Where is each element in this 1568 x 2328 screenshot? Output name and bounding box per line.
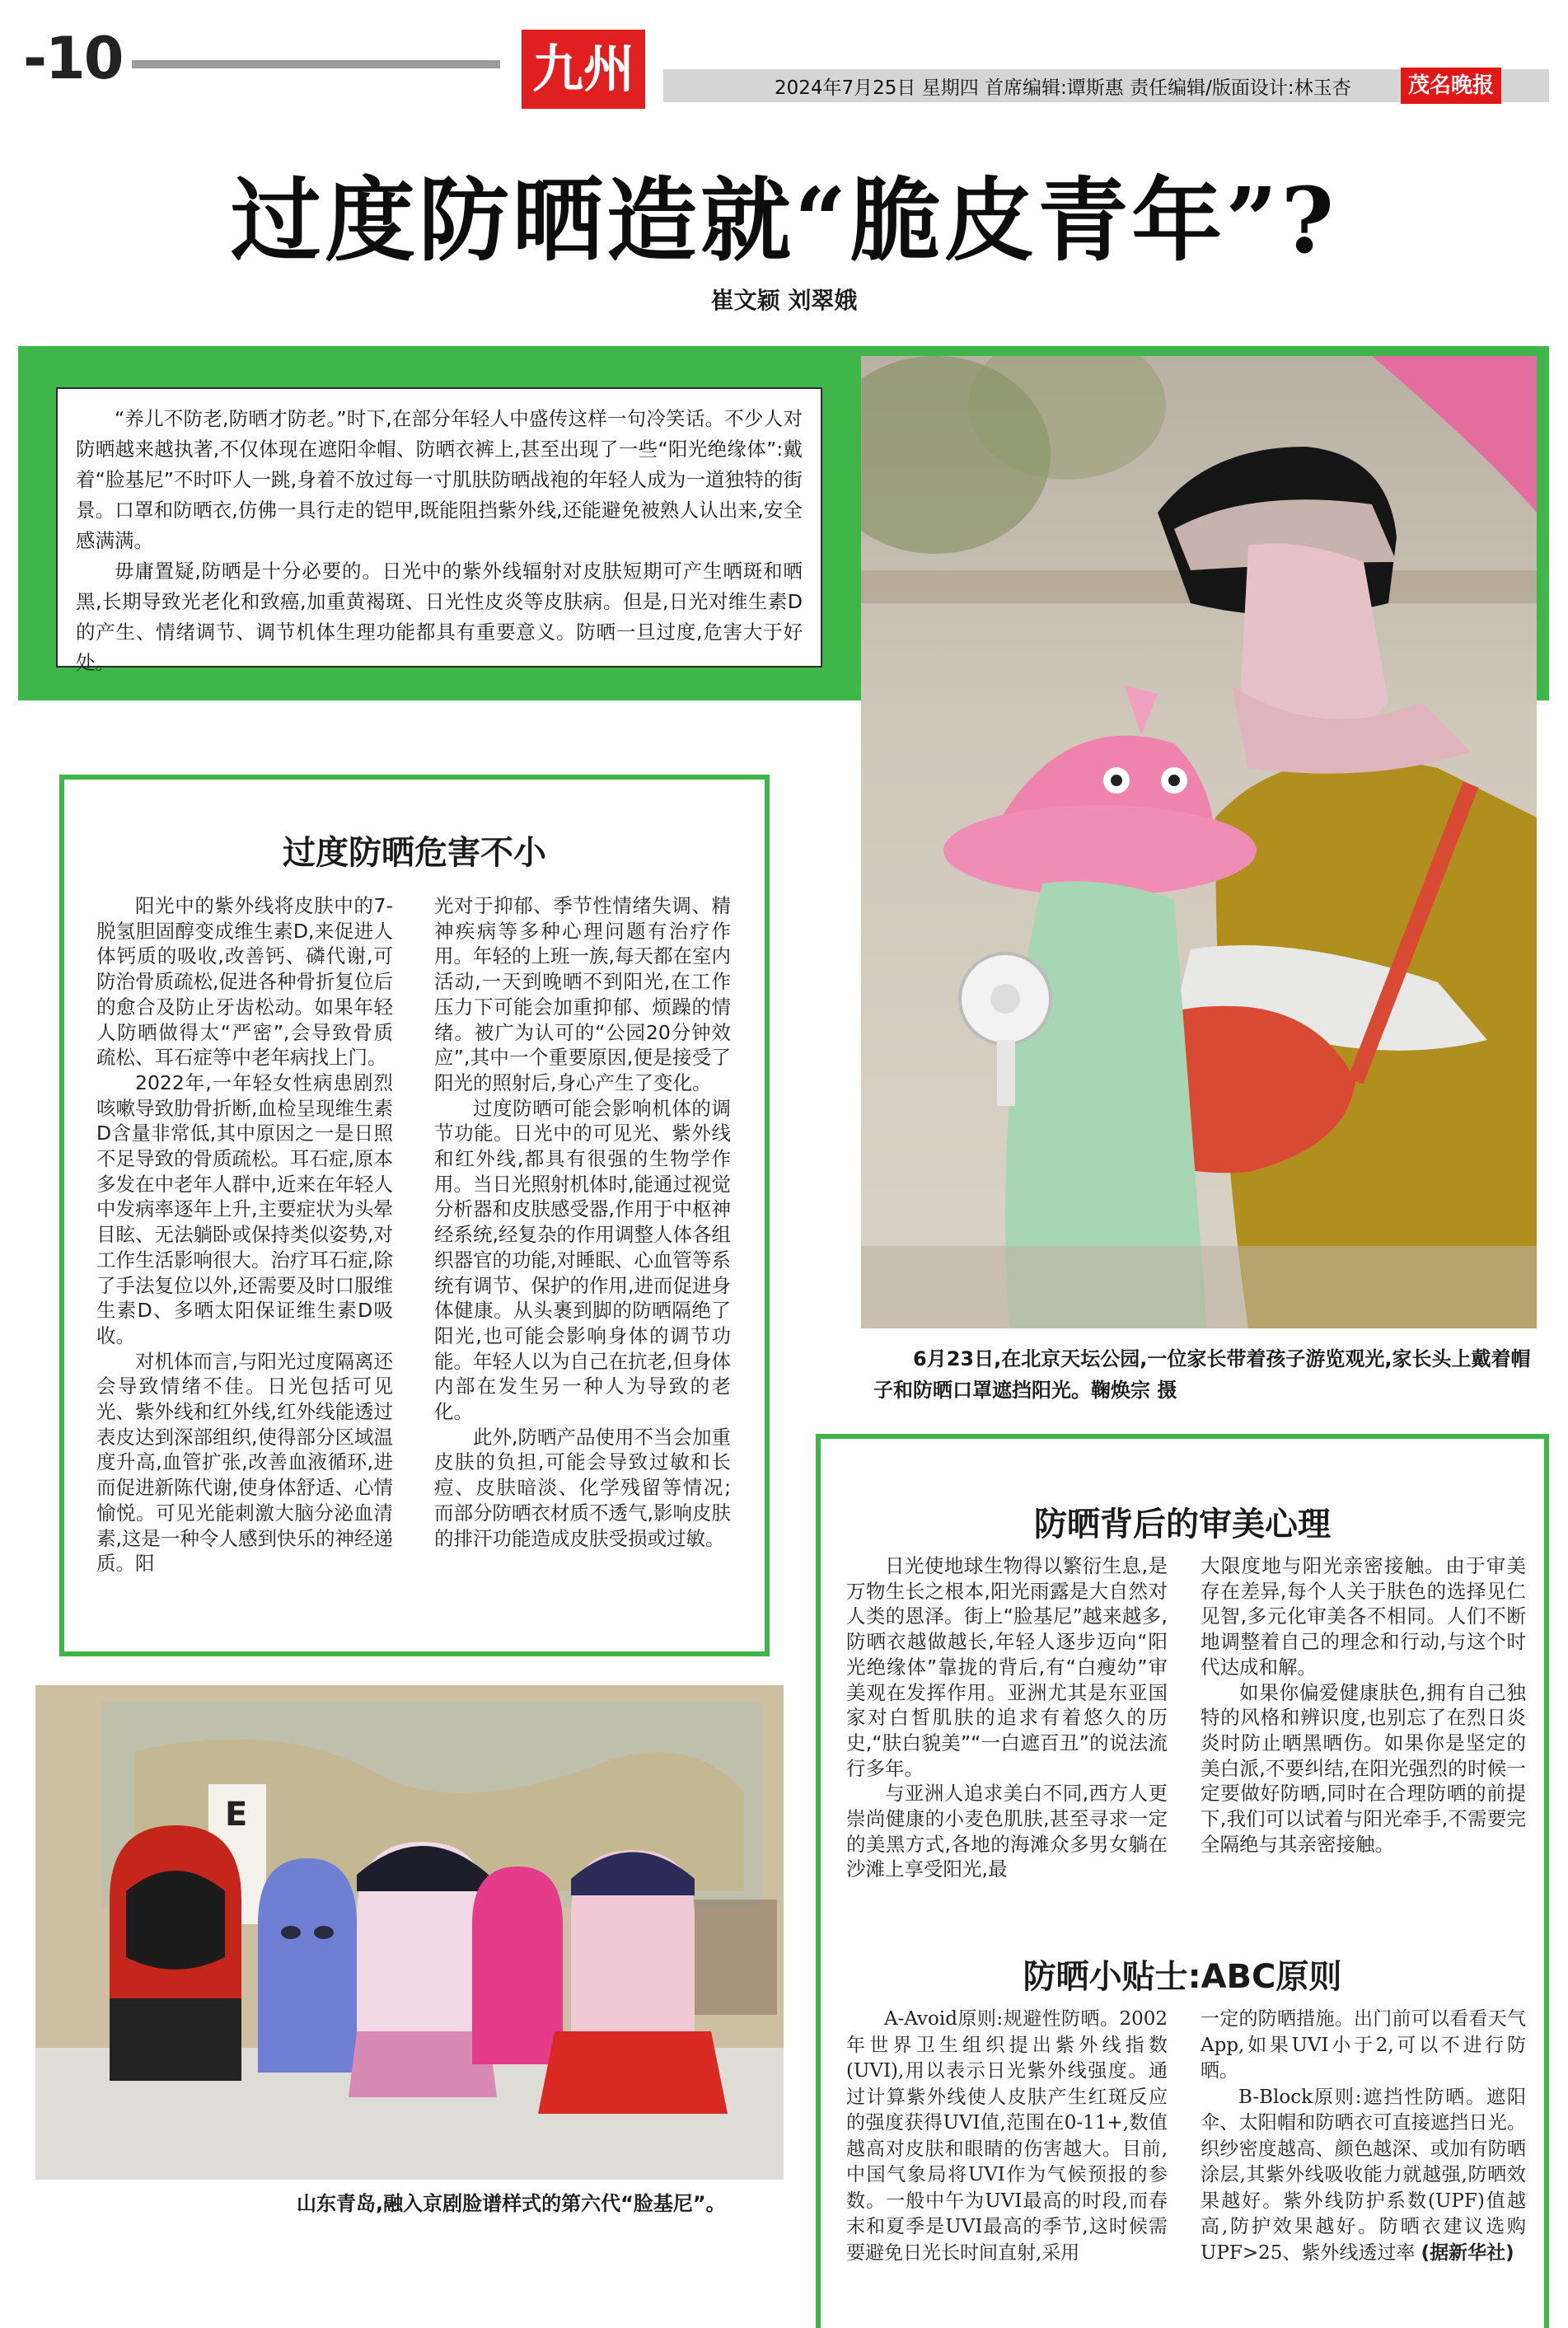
tips-paragraph — [1201, 2085, 1526, 2267]
article-paragraph: 2022年,一年轻女性病患剧烈咳嗽导致肋骨折断,血检呈现维生素D含量非常低,其中原因之一是日照不足导致的骨质疏松。耳石症,原本多发在中老年人群中,近来在年轻人中发病率逐年上升,主要症状为头晕目眩、无法躺卧或保持类似姿势,对工作生活影响很大。治疗耳石症,除了手法复位以外,还需要及时口服维生素D、多晒太阳保证维生素D吸收。 — [96, 1070, 393, 1347]
article-paragraph: 与亚洲人追求美白不同,西方人更崇尚健康的小麦色肌肤,甚至寻求一定的美黑方式,各地的海滩众多男女躺在沙滩上享受阳光,最 — [846, 1782, 1168, 1881]
byline: 崔文颖 刘翠娥 — [710, 287, 858, 314]
tips-paragraph: A-Avoid原则:规避性防晒。2002年世界卫生组织提出紫外线指数(UVI),用以表示日光紫外线强度。通过计算紫外线使人皮肤产生红斑反应的强度获得UVI值,范围在0-11+,数值越高对皮肤和眼睛的伤害越大。目前,中国气象局将UVI作为气候预报的参数。一般中午为UVI最高的时段,而春末和夏季是UVI最高的季节,这时候需要避免日光长时间直射,采用 — [846, 2008, 1168, 2264]
article-paragraph: 光对于抑郁、季节性情绪失调、精神疾病等多种心理问题有治疗作用。年轻的上班一族,每天都在室内活动,一天到晚晒不到阳光,在工作压力下可能会加重抑郁、烦躁的情绪。被广为认可的“公园20分钟效应”,其中一个重要原因,便是接受了阳光的照射后,身心产生了变化。 — [434, 894, 731, 1094]
article-column — [96, 893, 393, 1576]
article-title: 防晒背后的审美心理 — [1034, 1506, 1331, 1543]
article-paragraph: 阳光中的紫外线将皮肤中的7-脱氢胆固醇变成维生素D,来促进人体钙质的吸收,改善钙、磷代谢,可防治骨质疏松,促进各种骨折复位后的愈合及防止牙齿松动。如果年轻人防晒做得太“严密”,会导致骨质疏松、耳石症等中老年病找上门。 — [96, 894, 393, 1070]
source-credit: (据新华社) — [1421, 2241, 1514, 2264]
page-number: -10 — [23, 25, 123, 92]
photo-caption: 6月23日,在北京天坛公园,一位家长带着孩子游览观光,家长头上戴着帽子和防晒口罩遮挡阳光。鞠焕宗 摄 — [873, 1347, 1531, 1402]
article-title: 过度防晒危害不小 — [283, 834, 546, 872]
tips-paragraph: 一定的防晒措施。出门前可以看看天气App,如果UVI小于2,可以不进行防晒。 — [1201, 2008, 1526, 2082]
photo-facekini-illustration — [35, 1685, 784, 2180]
tips-title: 防晒小贴士:ABC原则 — [1023, 1958, 1342, 1996]
photo-facekini-masks — [35, 1685, 784, 2180]
article-paragraph: 此外,防晒产品使用不当会加重皮肤的负担,可能会导致过敏和长痘、皮肤暗淡、化学残留等情况;而部分防晒衣材质不透气,影响皮肤的排汗功能造成皮肤受损或过敏。 — [434, 1425, 731, 1550]
newspaper-logo: 茂名晚报 — [1401, 68, 1501, 104]
intro-paragraph: 毋庸置疑,防晒是十分必要的。日光中的紫外线辐射对皮肤短期可产生晒斑和晒黑,长期导致光老化和致癌,加重黄褐斑、日光性皮炎等皮肤病。但是,日光对维生素D的产生、情绪调节、调节机体生理功能都具有重要意义。防晒一旦过度,危害大于好处。 — [76, 560, 803, 674]
section-name: 九州 — [522, 30, 645, 109]
article-paragraph: 过度防晒可能会影响机体的调节功能。日光中的可见光、紫外线和红外线,都具有很强的生物学作用。当日光照射机体时,能通过视觉分析器和皮肤感受器,作用于中枢神经系统,经复杂的作用调整人体各组织器官的功能,对睡眠、心血管等系统有调节、保护的作用,进而促进身体健康。从头裹到脚的防晒隔绝了阳光,也可能会影响身体的调节功能。年轻人以为自己在抗老,但身体内部在发生另一种人为导致的老化。 — [434, 1096, 731, 1424]
tips-column — [1201, 2007, 1526, 2266]
photo-parent-child — [861, 356, 1537, 1328]
article-paragraph: 如果你偏爱健康肤色,拥有自己独特的风格和辨识度,也别忘了在烈日炎炎时防止晒黑晒伤。如果你是坚定的美白派,不要纠结,在阳光强烈的时候一定要做好防晒,同时在合理防晒的前提下,我们可以试着与阳光牵手,不需要完全隔绝与其亲密接触。 — [1201, 1680, 1526, 1856]
tips-column — [846, 2007, 1168, 2266]
eye-chart-letter: E — [225, 1796, 248, 1834]
issue-meta: 2024年7月25日 星期四 首席编辑:谭斯惠 责任编辑/版面设计:林玉杏 — [775, 77, 1351, 99]
intro-box — [56, 387, 822, 674]
photo-caption: 山东青岛,融入京剧脸谱样式的第六代“脸基尼”。 — [297, 2192, 726, 2215]
article-column — [846, 1553, 1168, 1882]
article-paragraph: 大限度地与阳光亲密接触。由于审美存在差异,每个人关于肤色的选择见仁见智,多元化审美各不相同。人们不断地调整着自己的理念和行动,与这个时代达成和解。 — [1201, 1554, 1526, 1679]
article-column — [434, 893, 731, 1551]
article-column — [1201, 1553, 1526, 1857]
article-paragraph: 日光使地球生物得以繁衍生息,是万物生长之根本,阳光雨露是大自然对人类的恩泽。街上“脸基尼”越来越多,防晒衣越做越长,年轻人逐步迈向“阳光绝缘体”靠拢的背后,有“白瘦幼”审美观在发挥作用。亚洲尤其是东亚国家对白皙肌肤的追求有着悠久的历史,“肤白貌美”“一白遮百丑”的说法流行多年。 — [846, 1554, 1168, 1780]
headline: 过度防晒造就“脆皮青年”? — [231, 167, 1337, 274]
intro-paragraph: “养儿不防老,防晒才防老。”时下,在部分年轻人中盛传这样一句冷笑话。不少人对防晒越来越执著,不仅体现在遮阳伞帽、防晒衣裤上,甚至出现了一些“阳光绝缘体”:戴着“脸基尼”不时吓人一跳,身着不放过每一寸肌肤防晒战袍的年轻人成为一道独特的街景。口罩和防晒衣,仿佛一具行走的铠甲,既能阻挡紫外线,还能避免被熟人认出来,安全感满满。 — [76, 407, 803, 552]
article-paragraph: 对机体而言,与阳光过度隔离还会导致情绪不佳。日光包括可见光、紫外线和红外线,红外线能透过表皮达到深部组织,使得部分区域温度升高,血管扩张,改善血液循环,进而促进新陈代谢,使身体舒适、心情愉悦。可见光能刺激大脑分泌血清素,这是一种令人感到快乐的神经递质。阳 — [96, 1349, 393, 1576]
photo-parent-child-illustration — [861, 356, 1537, 1328]
header-rule — [132, 60, 500, 68]
tips-paragraph-text: B-Block原则:遮挡性防晒。遮阳伞、太阳帽和防晒衣可直接遮挡日光。织纱密度越高、颜色越深、或加有防晒涂层,其紫外线吸收能力就越强,防晒效果越好。紫外线防护系数(UPF)值越高,防护效果越好。防晒衣建议选购UPF>25、紫外线透过率 — [1201, 2086, 1526, 2264]
